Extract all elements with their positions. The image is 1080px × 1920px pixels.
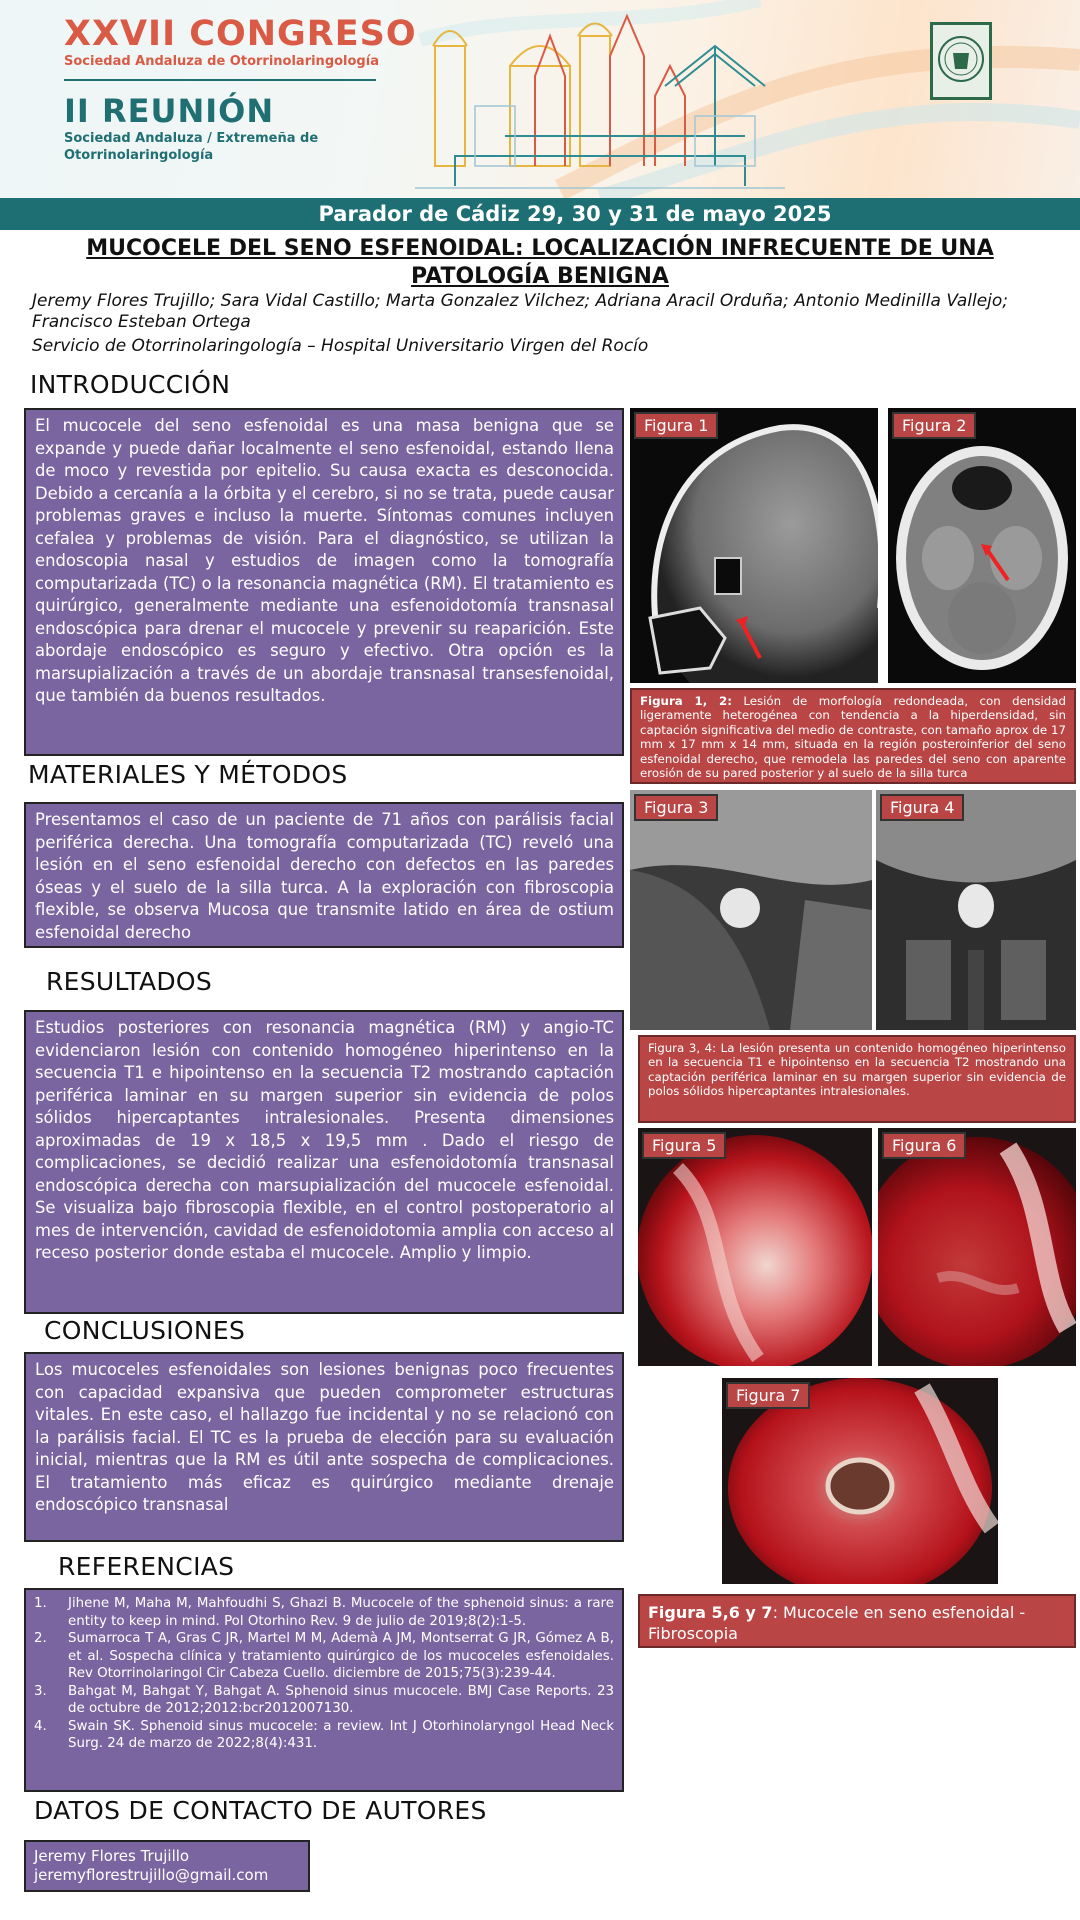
figure-6-label: Figura 6 — [882, 1132, 966, 1159]
affiliation: Servicio de Otorrinolaringología – Hospital Universitario Virgen del Rocío — [32, 336, 649, 356]
figure-5-6-7-caption-text: : Mucocele en seno esfenoidal - Fibroscopia — [648, 1603, 1026, 1643]
figure-5-6-7-caption — [638, 1594, 1076, 1648]
figure-2-ct-axial — [888, 408, 1076, 683]
header-divider — [64, 79, 376, 81]
figure-6-endoscopy — [878, 1128, 1076, 1366]
reference-item — [34, 1630, 614, 1683]
reference-item — [34, 1683, 614, 1718]
figure-1-2-caption-text: Lesión de morfología redondeada, con densidad ligeramente heterogénea con tendencia a la hiperdensidad, sin captación significativa del medio de contraste, con tamaño aprox de 17 mm x 17 mm x 14 mm, situada en la región posteroinferior del seno esfenoidal derecho, que remodela las paredes del seno con aparente erosión de su pared posterior y al suelo de la silla turca — [640, 694, 1066, 781]
figure-7-endoscopy — [722, 1378, 998, 1584]
figure-3-mri-sagittal — [630, 790, 872, 1030]
conclusions-heading: CONCLUSIONES — [44, 1316, 246, 1345]
references-body — [24, 1588, 624, 1792]
contact-box — [24, 1840, 310, 1892]
poster-title: MUCOCELE DEL SENO ESFENOIDAL: LOCALIZACIÓN INFRECUENTE DE UNA PATOLOGÍA BENIGNA — [86, 236, 994, 289]
reference-text: Bahgat M, Bahgat Y, Bahgat A. Sphenoid sinus mucocele. BMJ Case Reports. 23 de octubre de 2012;2012:bcr2012007130. — [68, 1683, 614, 1716]
cadiz-skyline-illustration — [415, 6, 785, 196]
references-list — [34, 1595, 614, 1753]
figure-4-label: Figura 4 — [880, 794, 964, 821]
authors-list: Jeremy Flores Trujillo; Sara Vidal Castillo; Marta Gonzalez Vilchez; Adriana Aracil Orduña; Antonio Medinilla Vallejo; Francisco Esteban Ortega — [32, 291, 1009, 332]
figure-3-label: Figura 3 — [634, 794, 718, 821]
figure-2-label: Figura 2 — [892, 412, 976, 439]
results-heading: RESULTADOS — [46, 967, 213, 996]
reference-item — [34, 1595, 614, 1630]
congress-title: XXVII CONGRESO — [64, 14, 417, 54]
methods-body: Presentamos el caso de un paciente de 71 años con parálisis facial periférica derecha. Una tomografía computarizada (TC) reveló una lesión en el seno esfenoidal derecho con defectos en las paredes óseas y el suelo de la silla turca. A la exploración con fibroscopia flexible, se observa Mucosa que transmite latido en área de ostium esfenoidal derecho — [24, 802, 624, 948]
figure-1-label: Figura 1 — [634, 412, 718, 439]
figure-5-6-7-caption-lead: Figura 5,6 y 7 — [648, 1603, 773, 1622]
methods-heading: MATERIALES Y MÉTODOS — [28, 760, 348, 789]
society-seal-logo — [930, 22, 992, 100]
contact-name: Jeremy Flores Trujillo — [34, 1847, 190, 1865]
figure-3-4-caption: Figura 3, 4: La lesión presenta un contenido homogéneo hiperintenso en la secuencia T1 e hipointenso en la secuencia T2 mostrando una captación periférica laminar en su margen superior sin evidencia de polos sólidos hipercaptantes intralesionales. — [638, 1035, 1076, 1123]
figure-7-label: Figura 7 — [726, 1382, 810, 1409]
reference-number: 3. — [34, 1683, 47, 1699]
contact-email[interactable]: jeremyflorestrujillo@gmail.com — [34, 1866, 269, 1884]
figure-4-mri-coronal — [876, 790, 1076, 1030]
meeting-title: II REUNIÓN — [64, 92, 275, 130]
meeting-society: Sociedad Andaluza / Extremeña de Otorrinolaringología — [64, 131, 319, 163]
reference-item — [34, 1718, 614, 1753]
contact-heading: DATOS DE CONTACTO DE AUTORES — [34, 1796, 487, 1825]
congress-society: Sociedad Andaluza de Otorrinolaringología — [64, 54, 379, 69]
intro-body: El mucocele del seno esfenoidal es una masa benigna que se expande y puede dañar localmente el seno esfenoidal, estando llena de moco y revestida por epitelio. Su causa exacta es desconocida. Debido a cercanía a la órbita y el cerebro, si no se trata, puede causar problemas graves e incluso la muerte. Síntomas comunes incluyen cefalea y problemas de visión. Para el diagnóstico, se utilizan la endoscopia nasal y estudios de imagen como la tomografía computarizada (TC) o la resonancia magnética (RM). El tratamiento es quirúrgico, generalmente mediante una esfenoidotomía transnasal endoscópica para drenar el mucocele y prevenir su reaparición. Este abordaje endoscópico es seguro y efectivo. Otra opción es la marsupialización a través de un abordaje transnasal transesfenoidal, que también da buenos resultados. — [24, 408, 624, 756]
figure-5-label: Figura 5 — [642, 1132, 726, 1159]
figure-1-2-caption — [630, 688, 1076, 784]
reference-number: 2. — [34, 1631, 47, 1646]
references-heading: REFERENCIAS — [58, 1552, 235, 1581]
reference-text: Sumarroca T A, Gras C JR, Martel M M, Ademà A JM, Montserrat G JR, Gómez A B, et al. Sospecha clínica y tratamiento quirúrgico de los mucoceles esfenoidales. Rev Otorrinolaringol Cir Cabeza Cuello. diciembre de 2015;75(3):239-44. — [68, 1631, 614, 1681]
reference-text: Jihene M, Maha M, Mahfoudhi S, Ghazi B. Mucocele of the sphenoid sinus: a rare entity to keep in mind. Pol Otorhino Rev. 9 de julio de 2019;8(2):1-5. — [68, 1596, 614, 1629]
figure-5-endoscopy — [638, 1128, 872, 1366]
reference-number: 4. — [34, 1718, 47, 1734]
congress-header — [0, 0, 1080, 198]
results-body: Estudios posteriores con resonancia magnética (RM) y angio-TC evidenciaron lesión con contenido homogéneo hiperintenso en la secuencia T1 e hipointenso en la secuencia T2 mostrando captación periférica laminar en su margen superior sin evidencia de polos sólidos hipercaptantes intralesionales. Presenta dimensiones aproximadas de 19 x 18,5 x 19,5 mm . Dado el riesgo de complicaciones, se decidió realizar una esfenoidotomía transnasal endoscópica derecha con marsupialización del mucocele esfenoidal. Se visualiza bajo fibroscopia flexible, en el control postoperatorio al mes de intervención, cavidad de esfenoidotomia amplia con acceso al receso posterior donde estaba el mucocele. Amplio y limpio. — [24, 1010, 624, 1314]
reference-text: Swain SK. Sphenoid sinus mucocele: a review. Int J Otorhinolaryngol Head Neck Surg. 24 de marzo de 2022;8(4):431. — [68, 1718, 614, 1751]
venue-date-banner: Parador de Cádiz 29, 30 y 31 de mayo 2025 — [0, 198, 1080, 230]
conclusions-body: Los mucoceles esfenoidales son lesiones benignas poco frecuentes con capacidad expansiva que pueden comprometer estructuras vitales. En este caso, el hallazgo fue incidental y no se relacionó con la parálisis facial. El TC es la prueba de elección para su evaluación inicial, mientras que la RM es útil ante sospecha de complicaciones. El tratamiento más eficaz es quirúrgico mediante drenaje endoscópico transnasal — [24, 1352, 624, 1542]
intro-heading: INTRODUCCIÓN — [30, 370, 231, 399]
figure-1-2-caption-lead: Figura 1, 2: — [640, 694, 732, 708]
reference-number: 1. — [34, 1596, 47, 1611]
figure-1-ct-sagittal — [630, 408, 878, 683]
